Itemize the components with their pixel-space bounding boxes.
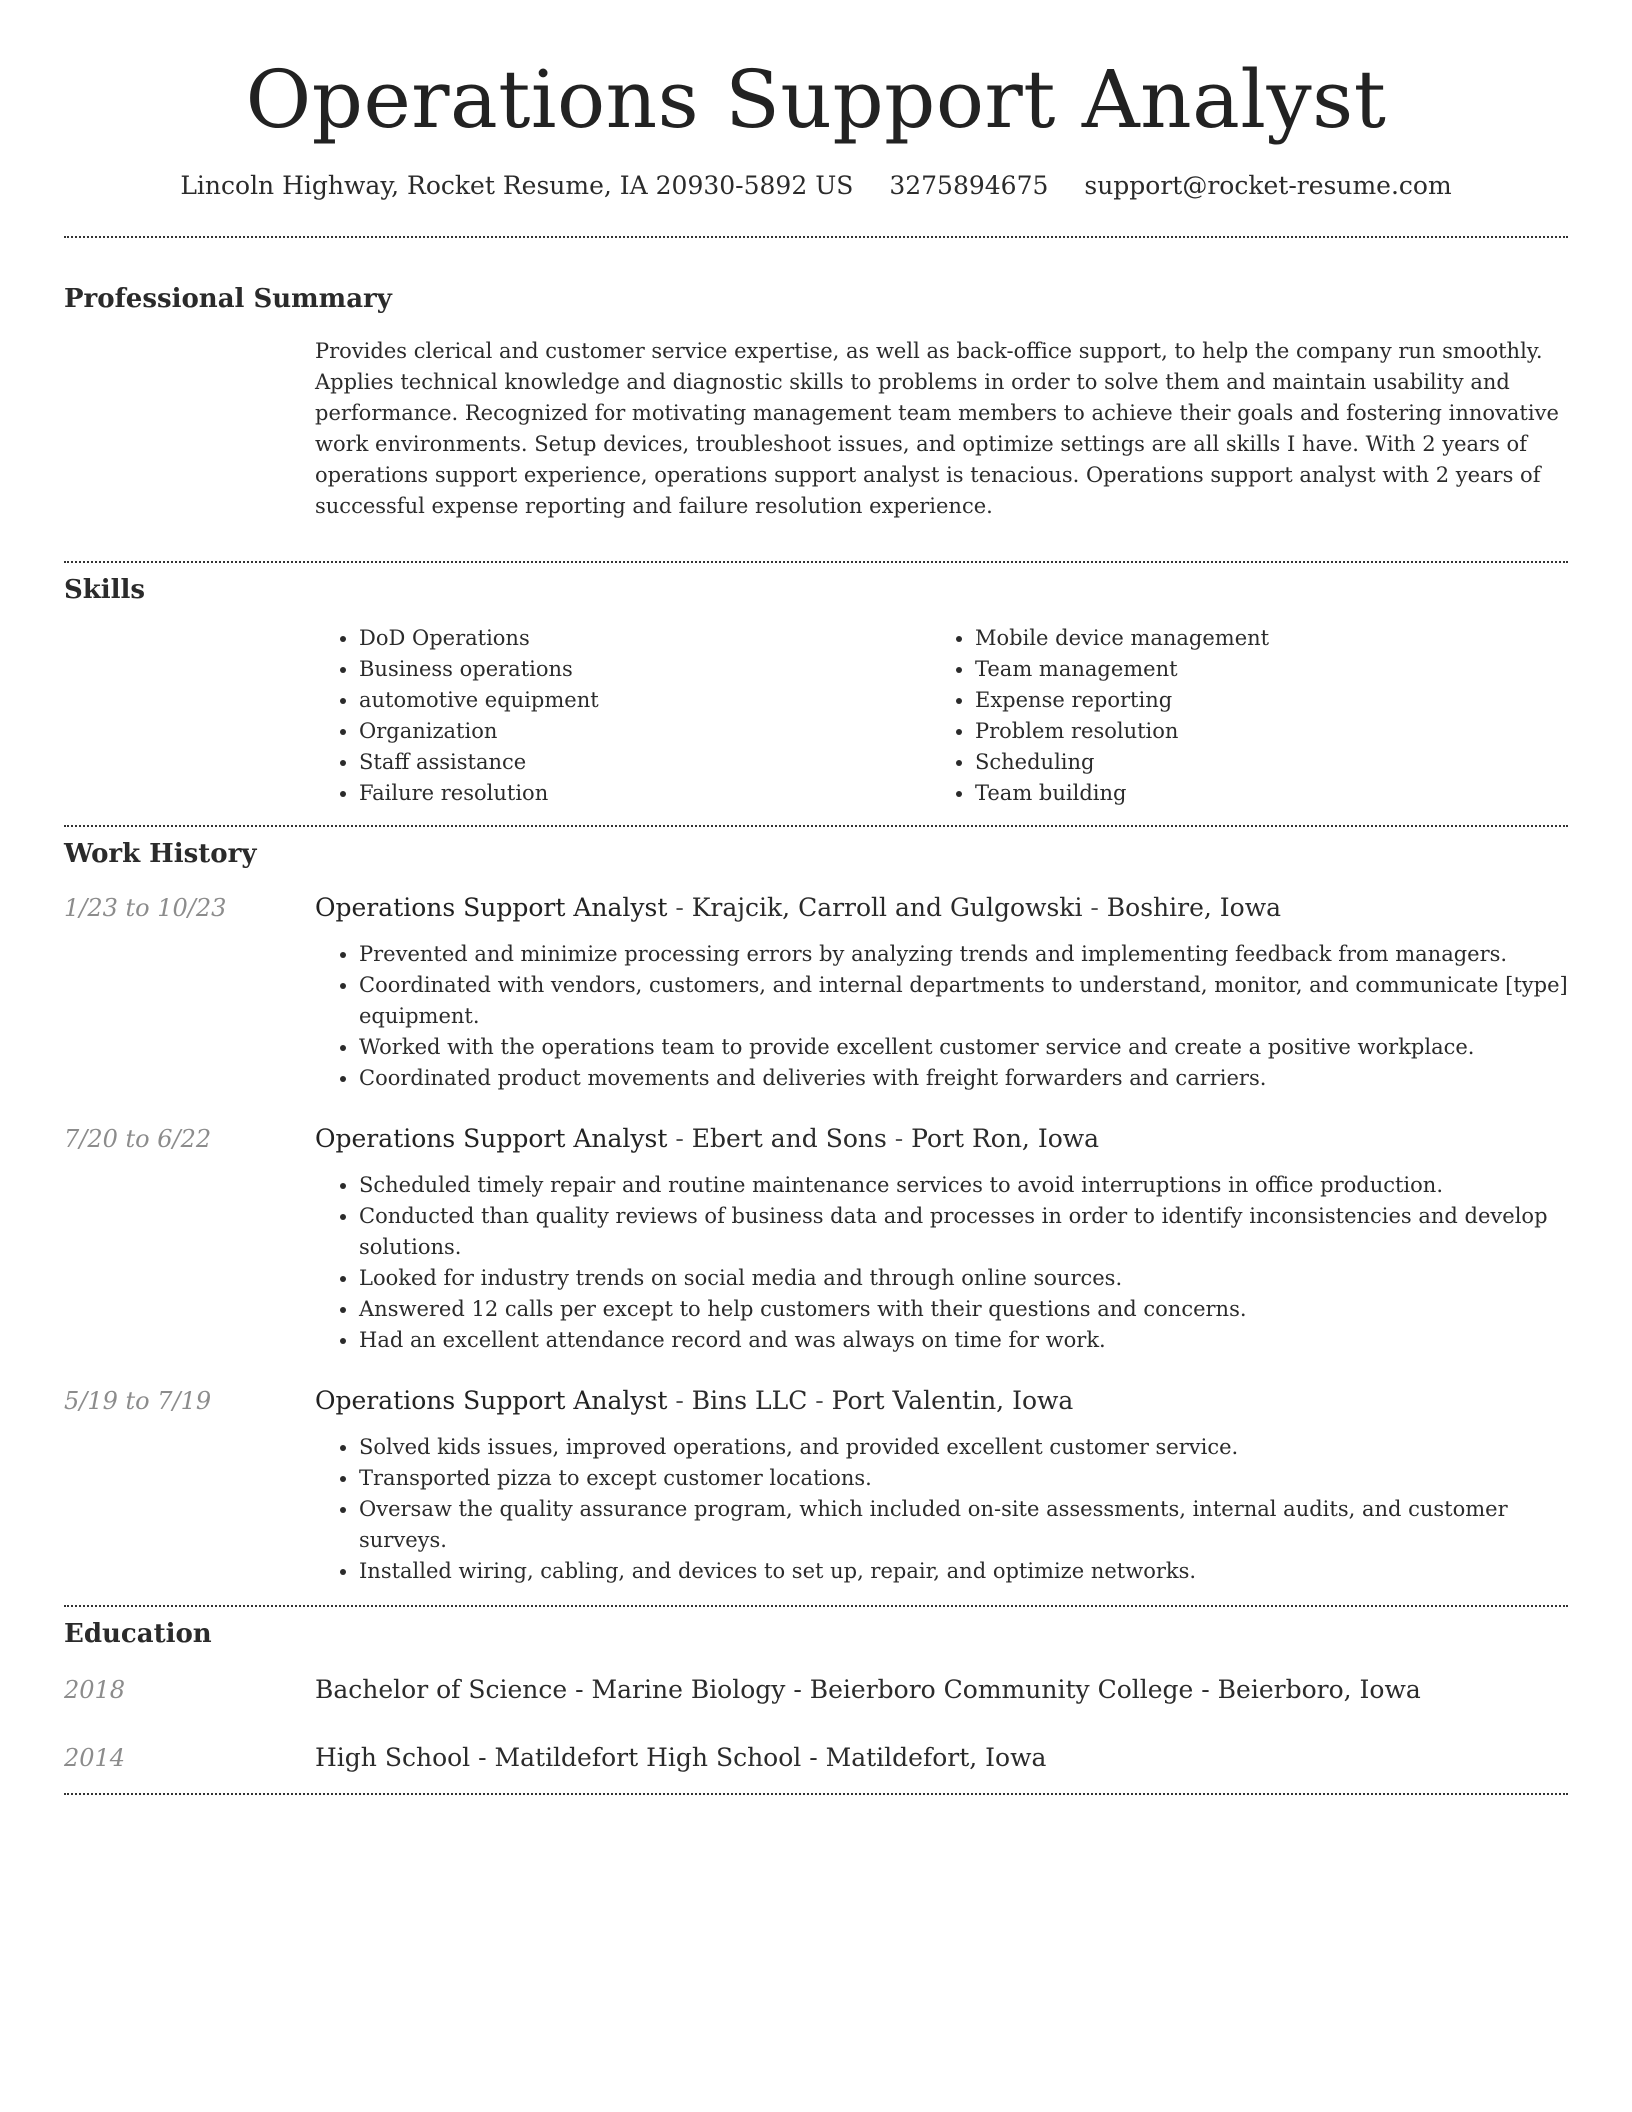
- section-title-education: Education: [64, 1619, 212, 1649]
- skill-item: • Business operations: [359, 654, 931, 685]
- section-divider: [64, 1793, 1568, 1795]
- section-title-summary: Professional Summary: [64, 284, 392, 314]
- contact-phone: 3275894675: [889, 171, 1049, 200]
- job-company: Krajcik, Carroll and Gulgowski: [691, 893, 1083, 922]
- skills-list-right: [931, 623, 1547, 809]
- skill-item: • DoD Operations: [359, 623, 931, 654]
- job-bullet: • Worked with the operations team to provide excellent customer service and create a positive workplace.: [359, 1032, 1568, 1063]
- job-dates: 5/19 to 7/19: [64, 1387, 212, 1415]
- job-bullet: • Transported pizza to except customer locations.: [359, 1463, 1568, 1494]
- education-year: 2014: [64, 1744, 126, 1772]
- job-heading: [315, 1122, 1568, 1156]
- skills-list-left: [315, 623, 931, 809]
- job-role: Operations Support Analyst: [315, 1124, 668, 1153]
- job-bullets: [315, 939, 1568, 1094]
- heading-separator: -: [1082, 893, 1107, 922]
- education-entry: [64, 1741, 1568, 1775]
- heading-separator: -: [807, 1386, 832, 1415]
- contact-line: [64, 170, 1568, 202]
- skill-item: • Scheduling: [975, 747, 1547, 778]
- education-degree: High School - Matildefort High School - Matildefort, Iowa: [315, 1743, 1047, 1772]
- skill-item: • Team building: [975, 778, 1547, 809]
- job-location: Port Ron, Iowa: [911, 1124, 1100, 1153]
- education-year: 2018: [64, 1676, 126, 1704]
- job-bullet: • Coordinated with vendors, customers, and internal departments to understand, monitor, and communicate [type] equipment.: [359, 970, 1568, 1032]
- skill-item: • Team management: [975, 654, 1547, 685]
- skill-item: • Mobile device management: [975, 623, 1547, 654]
- skill-item: • Failure resolution: [359, 778, 931, 809]
- job-bullet: • Coordinated product movements and deliveries with freight forwarders and carriers.: [359, 1063, 1568, 1094]
- job-dates: 7/20 to 6/22: [64, 1125, 212, 1153]
- heading-separator: -: [886, 1124, 912, 1153]
- skill-item: • Organization: [359, 716, 931, 747]
- resume-header: [64, 0, 1568, 202]
- skills-section: [64, 563, 1568, 825]
- job-bullet: • Solved kids issues, improved operations, and provided excellent customer service.: [359, 1432, 1568, 1463]
- job-entry: [64, 1384, 1568, 1587]
- skills-grid: [315, 623, 1568, 809]
- heading-separator: -: [667, 893, 692, 922]
- skill-item: • Staff assistance: [359, 747, 931, 778]
- job-role: Operations Support Analyst: [315, 893, 668, 922]
- job-bullet: • Answered 12 calls per except to help customers with their questions and concerns.: [359, 1294, 1568, 1325]
- job-bullet: • Prevented and minimize processing errors by analyzing trends and implementing feedback from managers.: [359, 939, 1568, 970]
- job-bullet: • Oversaw the quality assurance program, which included on-site assessments, internal audits, and customer surveys.: [359, 1494, 1568, 1556]
- job-dates: 1/23 to 10/23: [64, 894, 227, 922]
- section-title-skills: Skills: [64, 575, 146, 605]
- job-bullet: • Installed wiring, cabling, and devices to set up, repair, and optimize networks.: [359, 1556, 1568, 1587]
- heading-separator: -: [667, 1124, 692, 1153]
- job-heading: [315, 891, 1568, 925]
- job-entry: [64, 891, 1568, 1094]
- job-role: Operations Support Analyst: [315, 1386, 668, 1415]
- job-location: Port Valentin, Iowa: [831, 1386, 1074, 1415]
- heading-separator: -: [667, 1386, 692, 1415]
- section-title-work: Work History: [64, 839, 257, 869]
- job-bullets: [315, 1170, 1568, 1356]
- candidate-title: Operations Support Analyst: [245, 53, 1387, 146]
- skill-item: • automotive equipment: [359, 685, 931, 716]
- education-degree: Bachelor of Science - Marine Biology - Beierboro Community College - Beierboro, Iowa: [315, 1675, 1421, 1704]
- skill-item: • Problem resolution: [975, 716, 1547, 747]
- skill-item: • Expense reporting: [975, 685, 1547, 716]
- job-body: [315, 891, 1568, 1094]
- education-entry: [64, 1673, 1568, 1707]
- education-section: [64, 1607, 1568, 1793]
- job-body: [315, 1384, 1568, 1587]
- job-bullet: • Conducted than quality reviews of business data and processes in order to identify inconsistencies and develop solutions.: [359, 1201, 1568, 1263]
- job-bullets: [315, 1432, 1568, 1587]
- job-heading: [315, 1384, 1568, 1418]
- job-bullet: • Looked for industry trends on social media and through online sources.: [359, 1263, 1568, 1294]
- job-bullet: • Scheduled timely repair and routine maintenance services to avoid interruptions in office production.: [359, 1170, 1568, 1201]
- job-location: Boshire, Iowa: [1106, 893, 1282, 922]
- job-entry: [64, 1122, 1568, 1356]
- job-bullet: • Had an excellent attendance record and was always on time for work.: [359, 1325, 1568, 1356]
- job-company: Ebert and Sons: [691, 1124, 887, 1153]
- contact-address: Lincoln Highway, Rocket Resume, IA 20930-5892 US: [180, 171, 854, 200]
- job-body: [315, 1122, 1568, 1356]
- work-history-section: [64, 827, 1568, 1605]
- job-company: Bins LLC: [691, 1386, 808, 1415]
- contact-email: support@rocket-resume.com: [1084, 171, 1452, 200]
- summary-paragraph: Provides clerical and customer service expertise, as well as back-office support, to help the company run smoothly. Applies technical knowledge and diagnostic skills to problems in order to solve them and maintain usability and performance. Recognized for motivating management team members to achieve their goals and fostering innovative work environments. Setup devices, troubleshoot issues, and optimize settings are all skills I have. With 2 years of operations support experience, operations support analyst is tenacious. Operations support analyst with 2 years of successful expense reporting and failure resolution experience.: [315, 339, 1559, 518]
- professional-summary-section: [64, 238, 1568, 561]
